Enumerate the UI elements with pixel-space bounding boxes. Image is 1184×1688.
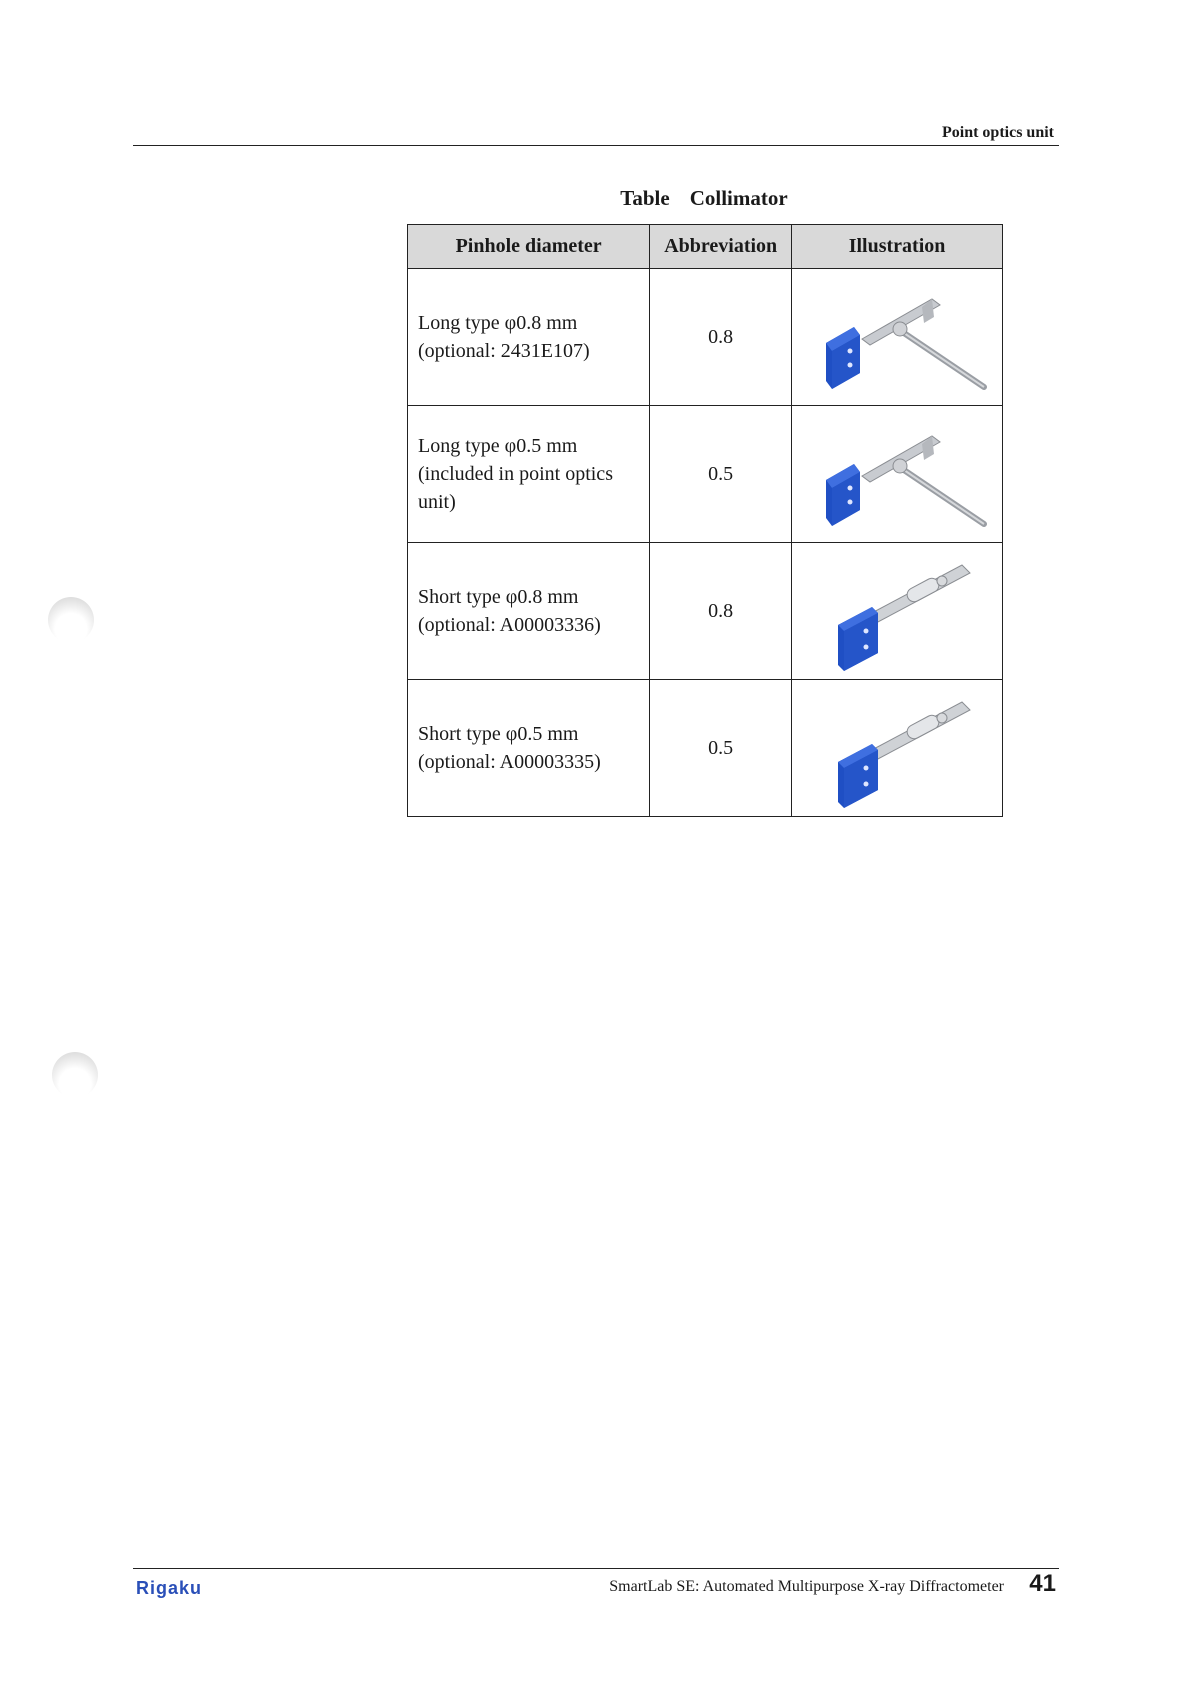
pinhole-line: Long type φ0.5 mm [418,435,578,457]
pinhole-cell [408,269,650,406]
column-header: Illustration [792,225,1003,269]
pinhole-line: unit) [418,491,456,513]
pinhole-line: (optional: A00003336) [418,614,601,636]
header-rule [133,145,1059,146]
long-collimator-icon [802,414,992,534]
pinhole-line: Long type φ0.8 mm [418,312,578,334]
abbreviation-cell: 0.5 [650,406,792,543]
illustration-cell [792,269,1003,406]
abbreviation-cell: 0.8 [650,543,792,680]
table-caption [407,186,1001,211]
pinhole-cell [408,680,650,817]
abbreviation-cell: 0.5 [650,680,792,817]
table-row [408,269,1003,406]
pinhole-line: (included in point optics [418,463,613,485]
table-row [408,680,1003,817]
pinhole-cell [408,543,650,680]
section-title: Point optics unit [941,124,1054,141]
caption-title: Collimator [689,186,788,210]
pinhole-cell [408,406,650,543]
long-collimator-icon [802,277,992,397]
table-row [408,406,1003,543]
rigaku-logo: Rigaku [136,1578,203,1598]
pinhole-line: Short type φ0.8 mm [418,586,579,608]
table-header-row [408,225,1003,269]
pinhole-line: Short type φ0.5 mm [418,723,579,745]
short-collimator-icon [802,551,992,671]
column-header: Pinhole diameter [408,225,650,269]
caption-label: Table [620,186,670,210]
short-collimator-icon [802,688,992,808]
collimator-table [407,224,1003,817]
punch-hole-bottom [52,1052,98,1098]
illustration-cell [792,406,1003,543]
page-number: 41 [1029,1570,1056,1597]
illustration-cell [792,543,1003,680]
table-row [408,543,1003,680]
abbreviation-cell: 0.8 [650,269,792,406]
footer-rule [133,1568,1059,1569]
punch-hole-top [48,597,94,643]
pinhole-line: (optional: A00003335) [418,751,601,773]
footer-text: SmartLab SE: Automated Multipurpose X-ray Diffractometer [609,1578,1004,1595]
illustration-cell [792,680,1003,817]
pinhole-line: (optional: 2431E107) [418,340,590,362]
column-header: Abbreviation [650,225,792,269]
